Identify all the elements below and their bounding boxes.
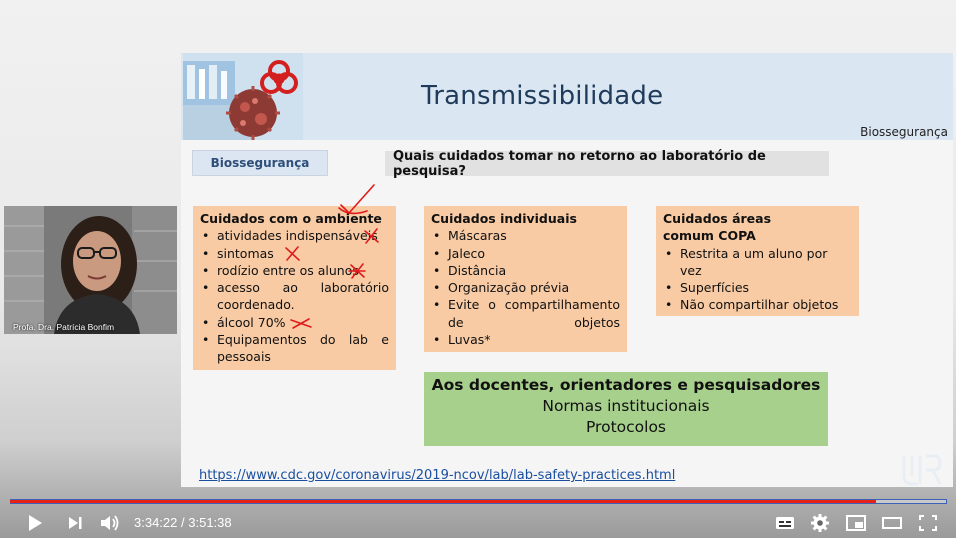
- card-list: [200, 227, 389, 365]
- list-item: • atividades indispensáveis: [200, 227, 389, 244]
- seek-bar[interactable]: [10, 498, 947, 508]
- player-controls: [0, 508, 956, 538]
- card-common-area-care: [656, 206, 859, 316]
- theater-icon[interactable]: [881, 513, 903, 533]
- slide-header: [181, 53, 953, 140]
- subtitles-icon[interactable]: [774, 513, 796, 533]
- list-item: • Máscaras: [431, 227, 620, 244]
- play-icon[interactable]: [24, 513, 46, 533]
- green-box-line: Protocolos: [585, 418, 667, 436]
- time-separator: /: [181, 515, 185, 530]
- next-icon[interactable]: [64, 513, 86, 533]
- card-list: [663, 245, 852, 314]
- list-item: • rodízio entre os alunos: [200, 262, 389, 279]
- presenter-name-label: Profa. Dra. Patrícia Bonfim: [13, 322, 115, 332]
- duration: 3:51:38: [188, 515, 232, 530]
- card-list: [431, 227, 620, 348]
- green-box-title: Aos docentes, orientadores e pesquisadores: [431, 376, 821, 394]
- list-item: • Restrita a um aluno por vez: [663, 245, 852, 280]
- list-item: • Superfícies: [663, 279, 852, 296]
- presentation-slide: [181, 53, 953, 487]
- seek-bar-played: [10, 500, 876, 503]
- biohazard-virus-image: [183, 53, 303, 140]
- list-item: • álcool 70%: [200, 314, 389, 331]
- slide-header-tag: Biossegurança: [860, 125, 948, 139]
- biosafety-badge: Biossegurança: [192, 150, 328, 176]
- volume-icon[interactable]: [99, 513, 121, 533]
- list-item: • sintomas: [200, 245, 389, 262]
- list-item: • acesso ao laboratório coordenado.: [200, 279, 389, 314]
- list-item: • Evite o compartilhamento de objetos: [431, 296, 620, 331]
- fullscreen-icon[interactable]: [917, 513, 939, 533]
- card-title: Cuidados com o ambiente: [200, 211, 382, 226]
- time-display: [134, 515, 232, 530]
- list-item: • Organização prévia: [431, 279, 620, 296]
- green-box-line: Normas institucionais: [542, 397, 710, 415]
- webcam-feed: [4, 206, 177, 334]
- card-individual-care: [424, 206, 627, 352]
- slide-title: Transmissibilidade: [421, 81, 664, 111]
- presenter-video: [4, 206, 177, 334]
- settings-icon[interactable]: [809, 513, 831, 533]
- list-item: • Jaleco: [431, 245, 620, 262]
- miniplayer-icon[interactable]: [845, 513, 867, 533]
- card-title: Cuidados áreas comum COPA: [663, 211, 772, 244]
- current-time: 3:34:22: [134, 515, 178, 530]
- list-item: • Não compartilhar objetos: [663, 296, 852, 313]
- card-title: Cuidados individuais: [431, 211, 577, 226]
- cdc-link[interactable]: https://www.cdc.gov/coronavirus/2019-ncov/lab/lab-safety-practices.html: [199, 468, 676, 483]
- university-logo: [900, 452, 944, 488]
- researchers-note-box: [424, 372, 828, 446]
- list-item: • Equipamentos do lab e pessoais: [200, 331, 389, 366]
- list-item: • Distância: [431, 262, 620, 279]
- card-environment-care: [193, 206, 396, 370]
- list-item: • Luvas*: [431, 331, 620, 348]
- slide-question: Quais cuidados tomar no retorno ao laboratório de pesquisa?: [385, 151, 829, 176]
